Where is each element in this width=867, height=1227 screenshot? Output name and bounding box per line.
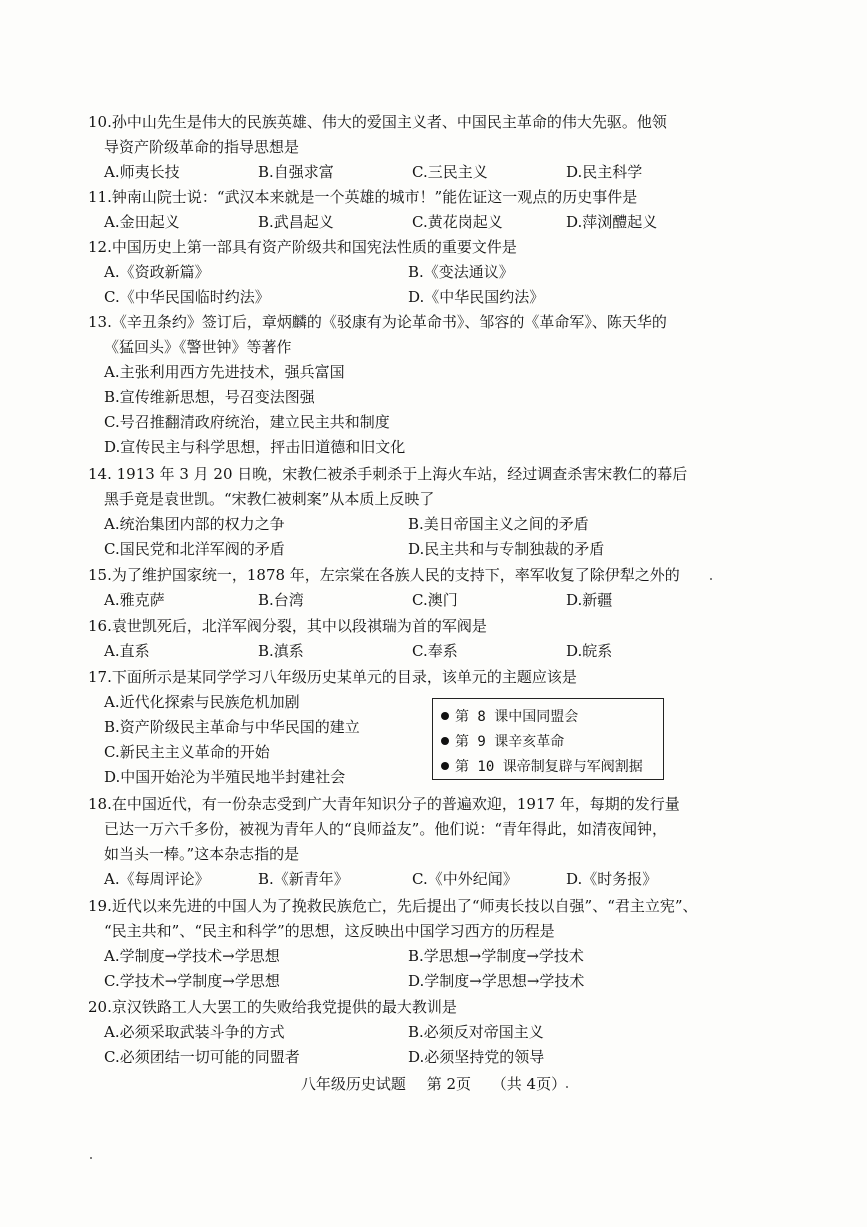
- option-c: C.奉系: [412, 642, 458, 660]
- scan-speck: [710, 578, 712, 580]
- option-b: B.武昌起义: [258, 213, 334, 231]
- bullet-icon: [441, 737, 449, 745]
- options-row: [88, 969, 810, 994]
- question-stem: 12.中国历史上第一部具有资产阶级共和国宪法性质的重要文件是: [88, 238, 517, 256]
- option-b: B.宣传维新思想，号召变法图强: [104, 388, 315, 406]
- option-d: D.《时务报》: [566, 870, 658, 888]
- question-stem: 已达一万六千多份，被视为青年人的“良师益友”。他们说：“青年得此，如清夜闻钟，: [104, 820, 668, 838]
- option-a: A.《每周评论》: [104, 870, 210, 888]
- option-a: A.《资政新篇》: [104, 263, 210, 281]
- question-stem: 15.为了维护国家统一，1878 年，左宗棠在各族人民的支持下，率军收复了除伊犁之外的: [88, 566, 680, 584]
- question-stem: 黑手竟是袁世凯。“宋教仁被刺案”从本质上反映了: [104, 490, 435, 508]
- question-19: [88, 894, 810, 994]
- option-b: B.台湾: [258, 591, 304, 609]
- option-c: C.新民主主义革命的开始: [104, 743, 270, 761]
- option-b: B.自强求富: [258, 163, 334, 181]
- question-20: [88, 995, 810, 1070]
- option-a: A.直系: [104, 642, 150, 660]
- options-row: [88, 867, 810, 892]
- option-d: D.民主共和与专制独裁的矛盾: [408, 540, 605, 558]
- option-c: C.澳门: [412, 591, 458, 609]
- question-18: [88, 792, 810, 892]
- option-c: C.必须团结一切可能的同盟者: [104, 1048, 300, 1066]
- question-stem: 19.近代以来先进的中国人为了挽救民族危亡，先后提出了“师夷长技以自强”、“君主立宪”、: [88, 897, 698, 915]
- option-c: C.黄花岗起义: [412, 213, 503, 231]
- option-a: A.统治集团内部的权力之争: [104, 515, 285, 533]
- option-b: B.学思想→学制度→学技术: [408, 947, 584, 965]
- question-12: [88, 235, 810, 310]
- bullet-icon: [441, 762, 449, 770]
- page-footer: [0, 1073, 867, 1094]
- options-row: [88, 160, 810, 185]
- question-stem: 17.下面所示是某同学学习八年级历史某单元的目录，该单元的主题应该是: [88, 668, 577, 686]
- option-c: C.学技术→学制度→学思想: [104, 972, 280, 990]
- question-13: [88, 310, 810, 460]
- question-stem: 16.袁世凯死后，北洋军阀分裂，其中以段祺瑞为首的军阀是: [88, 617, 487, 635]
- options-row: [88, 1045, 810, 1070]
- toc-item-label: 第 10 课帝制复辟与军阀割据: [455, 758, 643, 775]
- question-14: [88, 462, 810, 562]
- question-stem: 11.钟南山院士说：“武汉本来就是一个英雄的城市！”能佐证这一观点的历史事件是: [88, 188, 638, 206]
- option-a: A.近代化探索与民族危机加剧: [104, 693, 300, 711]
- option-b: B.滇系: [258, 642, 304, 660]
- question-stem: 10.孙中山先生是伟大的民族英雄、伟大的爱国主义者、中国民主革命的伟大先驱。他领: [88, 113, 667, 131]
- footer-title: 八年级历史试题: [300, 1075, 406, 1093]
- footer-total-pages: （共 4页）: [491, 1075, 567, 1093]
- option-d: D.必须坚持党的领导: [408, 1048, 545, 1066]
- options-row: [88, 1020, 810, 1045]
- option-d: D.宣传民主与科学思想，抨击旧道德和旧文化: [104, 438, 406, 456]
- scan-speck: [90, 1157, 92, 1159]
- scan-speck: [566, 1086, 568, 1088]
- question-stem: 13.《辛丑条约》签订后，章炳麟的《驳康有为论革命书》、邹容的《革命军》、陈天华的: [88, 313, 667, 331]
- option-b: B.《新青年》: [258, 870, 349, 888]
- question-stem: 如当头一棒。”这本杂志指的是: [104, 845, 300, 863]
- question-stem: 《猛回头》《警世钟》等著作: [104, 338, 292, 356]
- option-c: C.号召推翻清政府统治，建立民主共和制度: [104, 413, 390, 431]
- question-stem: 14. 1913 年 3 月 20 日晚，宋教仁被杀手刺杀于上海火车站，经过调查杀害宋教仁的幕后: [88, 465, 688, 483]
- options-row: [88, 639, 810, 664]
- option-a: A.师夷长技: [104, 163, 180, 181]
- option-b: B.必须反对帝国主义: [408, 1023, 544, 1041]
- footer-page-number: 第 2页: [426, 1075, 471, 1093]
- option-d: D.中国开始沦为半殖民地半封建社会: [104, 768, 346, 786]
- option-d: D.萍浏醴起义: [566, 213, 658, 231]
- toc-item: [441, 703, 663, 728]
- question-16: [88, 614, 810, 664]
- option-d: D.新疆: [566, 591, 613, 609]
- question-stem: 20.京汉铁路工人大罢工的失败给我党提供的最大教训是: [88, 998, 457, 1016]
- option-d: D.皖系: [566, 642, 613, 660]
- option-b: B.资产阶级民主革命与中华民国的建立: [104, 718, 360, 736]
- options-row: [88, 588, 810, 613]
- option-d: D.《中华民国约法》: [408, 288, 545, 306]
- option-d: D.民主科学: [566, 163, 643, 181]
- options-row: [88, 210, 810, 235]
- option-b: B.《变法通议》: [408, 263, 514, 281]
- toc-item: [441, 753, 663, 778]
- question-stem: 18.在中国近代，有一份杂志受到广大青年知识分子的普遍欢迎，1917 年，每期的发行量: [88, 795, 680, 813]
- option-a: A.学制度→学技术→学思想: [104, 947, 280, 965]
- option-d: D.学制度→学思想→学技术: [408, 972, 585, 990]
- option-c: C.三民主义: [412, 163, 488, 181]
- question-15: [88, 563, 810, 613]
- question-stem: 导资产阶级革命的指导思想是: [104, 138, 300, 156]
- question-11: [88, 185, 810, 235]
- toc-item-label: 第 8 课中国同盟会: [455, 708, 579, 725]
- option-b: B.美日帝国主义之间的矛盾: [408, 515, 589, 533]
- option-a: A.金田起义: [104, 213, 180, 231]
- option-c: C.《中外纪闻》: [412, 870, 518, 888]
- options-row: [88, 512, 810, 537]
- options-row: [88, 285, 810, 310]
- options-column: [88, 690, 418, 790]
- toc-item-label: 第 9 课辛亥革命: [455, 733, 565, 750]
- option-c: C.《中华民国临时约法》: [104, 288, 270, 306]
- bullet-icon: [441, 712, 449, 720]
- table-of-contents-box: [432, 698, 664, 780]
- options-row: [88, 260, 810, 285]
- option-c: C.国民党和北洋军阀的矛盾: [104, 540, 285, 558]
- option-a: A.必须采取武装斗争的方式: [104, 1023, 285, 1041]
- options-row: [88, 944, 810, 969]
- option-a: A.雅克萨: [104, 591, 165, 609]
- question-stem: “民主共和”、“民主和科学”的思想，这反映出中国学习西方的历程是: [104, 922, 555, 940]
- options-row: [88, 537, 810, 562]
- toc-item: [441, 728, 663, 753]
- option-a: A.主张利用西方先进技术，强兵富国: [104, 363, 345, 381]
- question-10: [88, 110, 810, 185]
